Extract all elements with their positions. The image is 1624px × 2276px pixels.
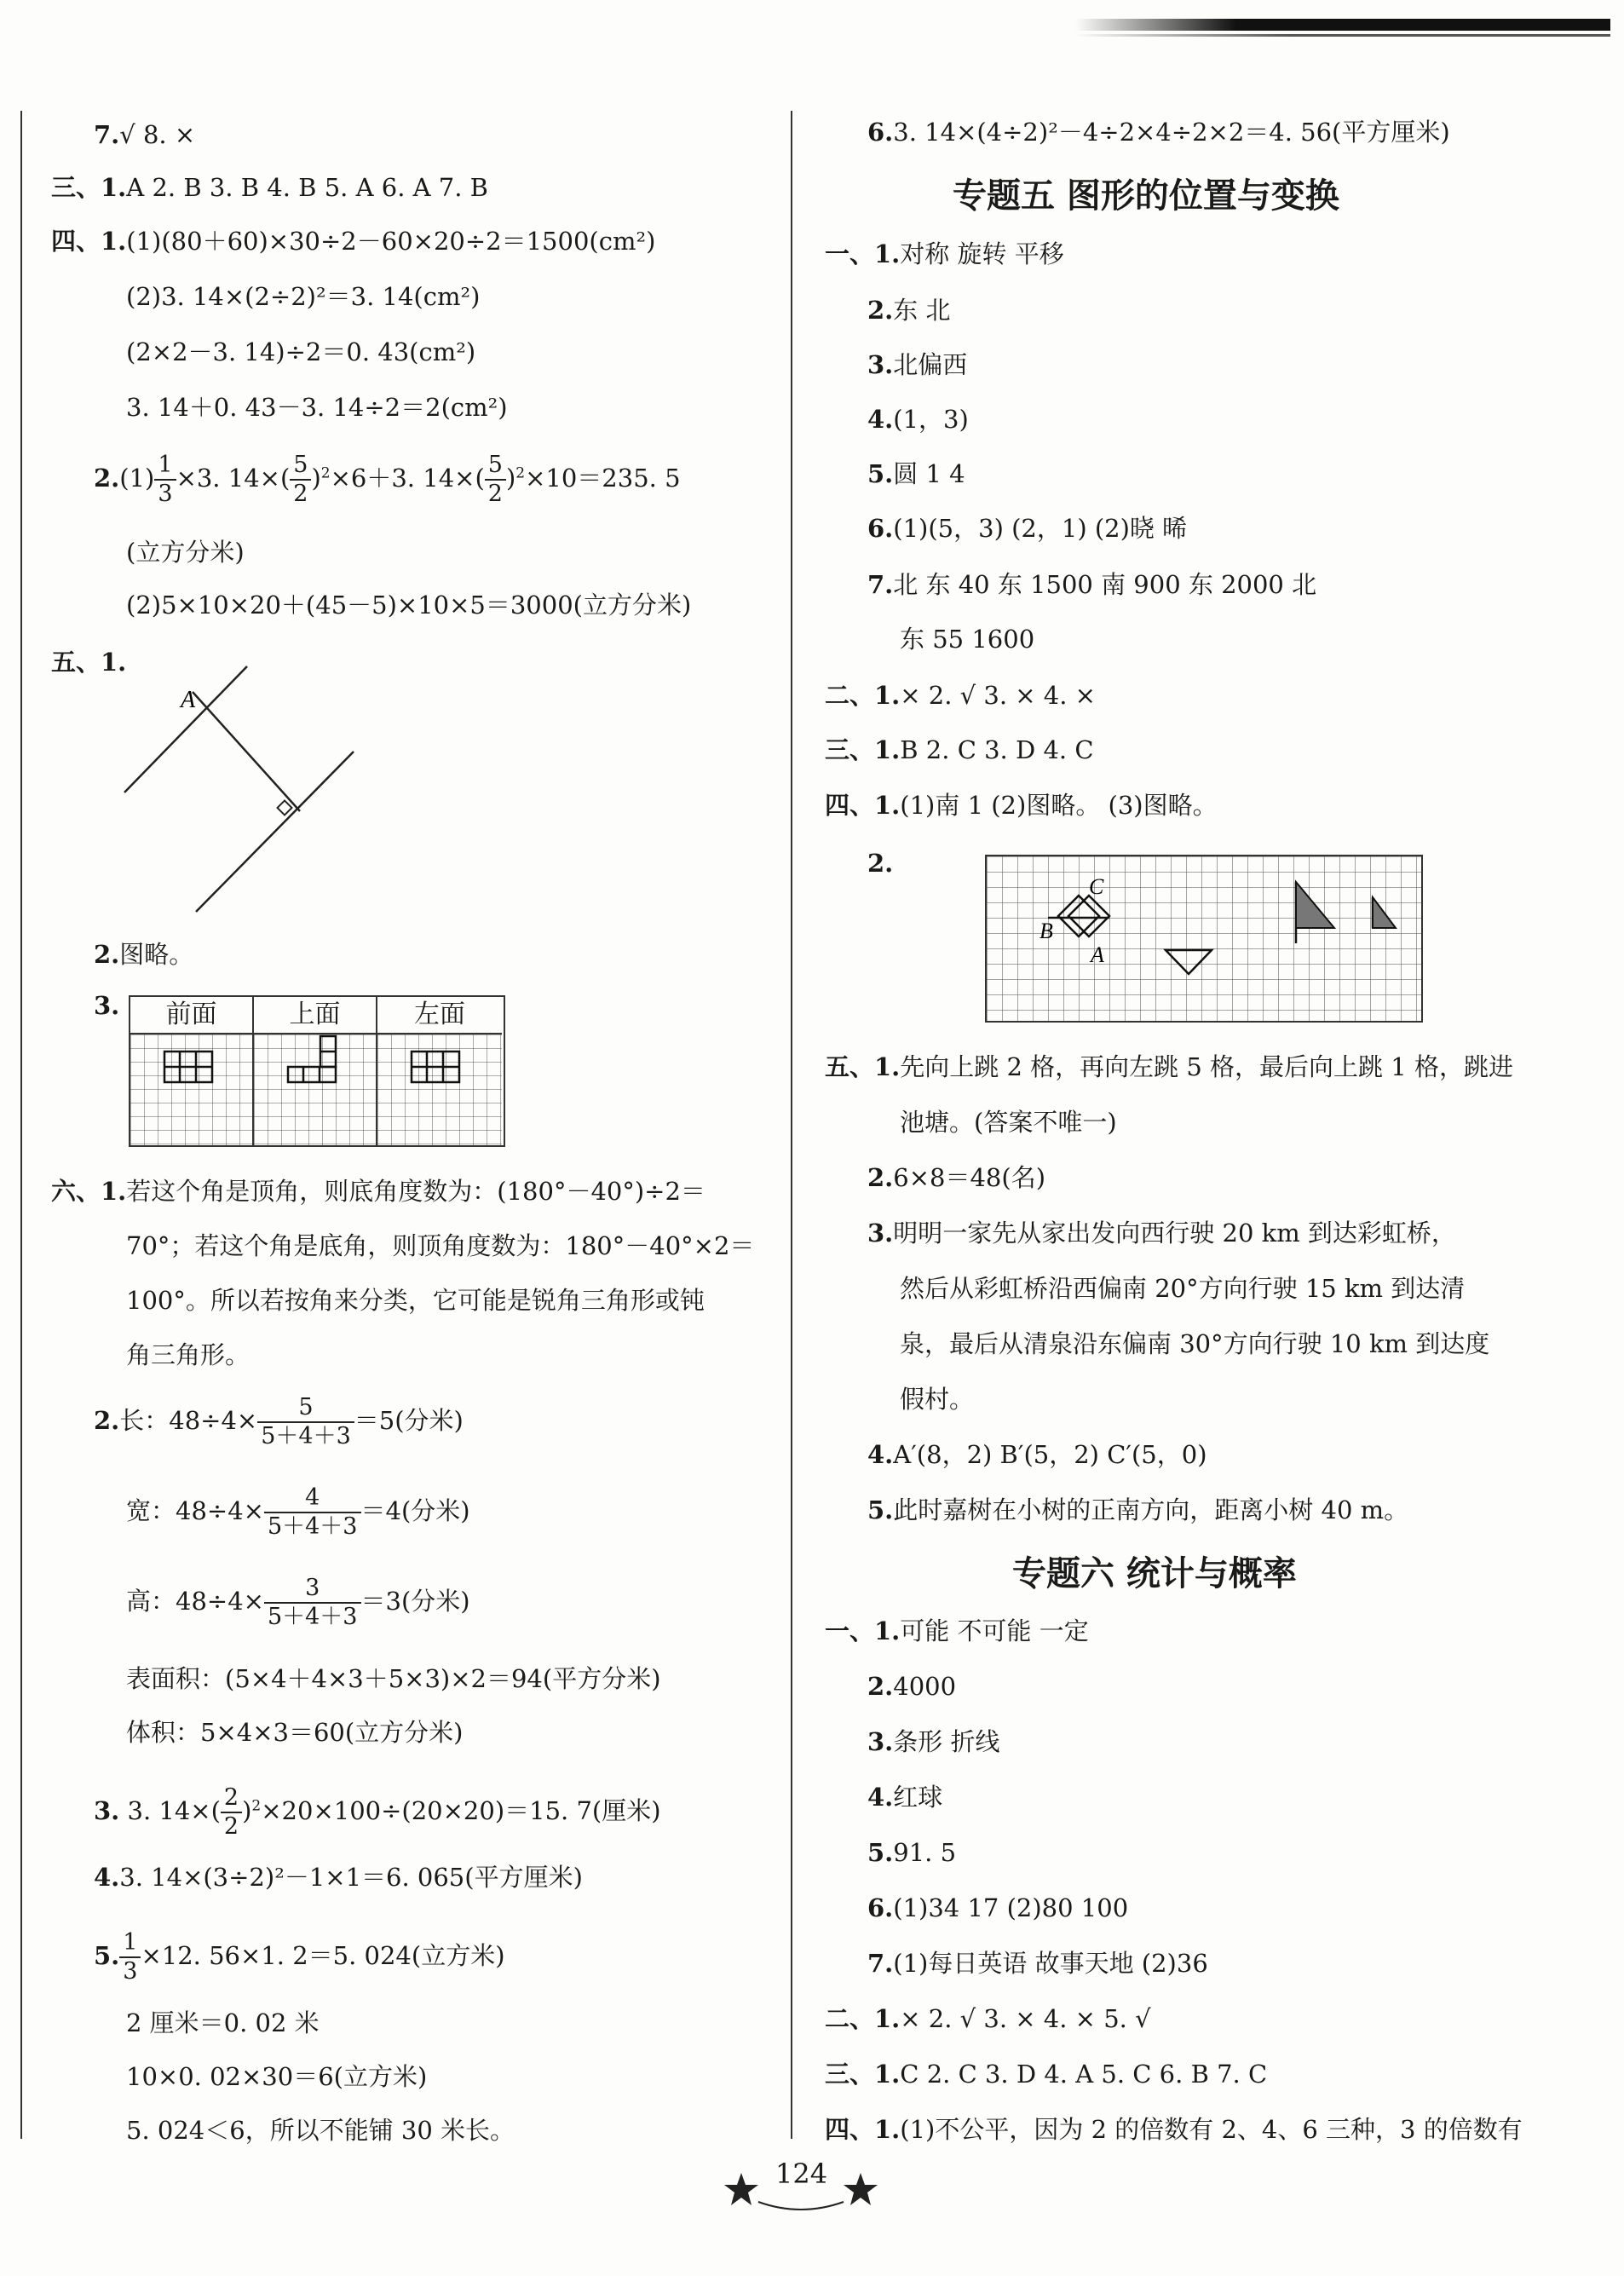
answer-line: 池塘。(答案不唯一)	[900, 1108, 1117, 1137]
fraction: $\frac{5}{2}$	[290, 452, 311, 508]
view-header-front: 前面	[130, 997, 254, 1034]
fraction: $\frac{5}{5+4+3}$	[257, 1394, 354, 1450]
star-icon	[844, 2173, 878, 2205]
answer-line: 4.A′(8，2) B′(5，2) C′(5，0)	[867, 1440, 1207, 1469]
fraction: $\frac{1}{3}$	[154, 452, 176, 508]
answer-line: 一、1.对称 旋转 平移	[825, 239, 1064, 268]
top-decor-bar	[1075, 19, 1610, 31]
answer-line: 四、1.(1)不公平，因为 2 的倍数有 2、4、6 三种，3 的倍数有	[825, 2115, 1523, 2144]
top-decor-line	[1075, 34, 1610, 37]
answer-line: 四、1.(1)南 1 (2)图略。 (3)图略。	[825, 791, 1218, 820]
fraction: $\frac{3}{5+4+3}$	[264, 1575, 361, 1631]
answer-line: 5.此时嘉树在小树的正南方向，距离小树 40 m。	[867, 1495, 1409, 1524]
answer-line: 二、1.× 2. √ 3. × 4. ×	[825, 681, 1096, 710]
answer-line: 7.北 东 40 东 1500 南 900 东 2000 北	[867, 570, 1317, 599]
three-views-table	[129, 995, 505, 1147]
front-view-grid	[130, 1034, 254, 1145]
answer-line: 六、1.若这个角是顶角，则底角度数为：(180°－40°)÷2＝	[51, 1177, 705, 1206]
answer-line: 二、1.× 2. √ 3. × 4. × 5. √	[825, 2004, 1151, 2033]
answer-line: 2.4000	[867, 1672, 957, 1701]
answer-line: 三、1.B 2. C 3. D 4. C	[825, 735, 1094, 764]
answer-line: 五、1.先向上跳 2 格，再向左跳 5 格，最后向上跳 1 格，跳进	[825, 1052, 1513, 1081]
top-view-grid	[254, 1034, 377, 1145]
answer-line: 2.	[867, 849, 894, 878]
answer-line: 假村。	[900, 1385, 975, 1414]
transform-grid-figure	[985, 855, 1423, 1023]
answer-line: 3.明明一家先从家出发向西行驶 20 km 到达彩虹桥，	[867, 1219, 1456, 1247]
answer-line: (2×2－3. 14)÷2＝0. 43(cm²)	[126, 337, 476, 366]
answer-line: 一、1.可能 不可能 一定	[825, 1616, 1089, 1645]
answer-line: 100°。所以若按角来分类，它可能是锐角三角形或钝	[126, 1286, 705, 1315]
answer-line-fraction: 高：48÷4× $\frac{3}{5+4+3}$ ＝3(分米)	[126, 1575, 470, 1630]
answer-line: 三、1.C 2. C 3. D 4. A 5. C 6. B 7. C	[825, 2060, 1268, 2089]
answer-line: 然后从彩虹桥沿西偏南 20°方向行驶 15 km 到达清	[900, 1274, 1466, 1303]
answer-line: 5.91. 5	[867, 1838, 957, 1867]
perpendicular-lines-figure	[111, 656, 366, 963]
column-divider	[791, 111, 792, 2139]
page-number: 124	[775, 2158, 828, 2190]
answer-line: 3.条形 折线	[867, 1727, 1000, 1756]
answer-line: 6.(1)(5，3) (2，1) (2)晓 晞	[867, 514, 1188, 543]
answer-line: (立方分米)	[126, 538, 245, 567]
answer-line: 10×0. 02×30＝6(立方米)	[126, 2062, 428, 2091]
answer-line: 5. 024＜6，所以不能铺 30 米长。	[126, 2116, 515, 2145]
left-margin-rule	[20, 111, 22, 2139]
answer-line-fraction: 2.(1) $\frac{1}{3}$ ×3. 14×( $\frac{5}{2}$ )$^2$×6＋3. 14×( $\frac{5}{2}$ )$^2$×10＝235. 5	[94, 452, 681, 507]
answer-line: 70°；若这个角是底角，则顶角度数为：180°－40°×2＝	[126, 1231, 755, 1260]
view-header-left: 左面	[377, 997, 502, 1034]
answer-line: (2)5×10×20＋(45－5)×10×5＝3000(立方分米)	[126, 591, 692, 619]
point-a-label: A	[1091, 942, 1104, 967]
fraction: $\frac{2}{2}$	[221, 1784, 242, 1841]
point-c-label: C	[1089, 874, 1104, 899]
answer-line: (2)3. 14×(2÷2)²＝3. 14(cm²)	[126, 282, 481, 311]
fraction: $\frac{4}{5+4+3}$	[264, 1484, 361, 1541]
point-b-label: B	[1039, 919, 1053, 943]
star-icon	[724, 2173, 758, 2205]
answer-line: 泉，最后从清泉沿东偏南 30°方向行驶 10 km 到达度	[900, 1329, 1490, 1358]
answer-line: 7.(1)每日英语 故事天地 (2)36	[867, 1949, 1208, 1978]
answer-line: 2.东 北	[867, 296, 951, 325]
answer-line: 5.圆 1 4	[867, 459, 965, 488]
left-view-grid	[377, 1034, 502, 1145]
answer-line: 表面积：(5×4＋4×3＋5×3)×2＝94(平方分米)	[126, 1664, 661, 1693]
answer-line: 2.6×8＝48(名)	[867, 1163, 1046, 1192]
fraction: $\frac{1}{3}$	[119, 1929, 141, 1985]
answer-line: 五、1.	[51, 648, 127, 677]
answer-line: 东 55 1600	[900, 625, 1035, 654]
fraction: $\frac{5}{2}$	[485, 452, 506, 508]
answer-line: 7.√ 8. ×	[94, 120, 196, 149]
section-heading: 专题五 图形的位置与变换	[953, 176, 1339, 216]
answer-line: 三、1.A 2. B 3. B 4. B 5. A 6. A 7. B	[51, 173, 488, 202]
answer-line: 2 厘米＝0. 02 米	[126, 2008, 320, 2037]
point-a-label: A	[181, 687, 196, 713]
answer-line: 3. 14＋0. 43－3. 14÷2＝2(cm²)	[126, 393, 508, 422]
view-header-top: 上面	[254, 997, 377, 1034]
section-heading: 专题六 统计与概率	[1012, 1554, 1297, 1593]
answer-line-fraction: 3. 3. 14×( $\frac{2}{2}$ )$^2$×20×100÷(20×20)＝15. 7(厘米)	[94, 1784, 661, 1840]
answer-line: 2.图略。	[94, 940, 194, 969]
answer-line: 体积：5×4×3＝60(立方分米)	[126, 1718, 464, 1747]
answer-line: 角三角形。	[126, 1340, 251, 1369]
answer-line: 6.(1)34 17 (2)80 100	[867, 1893, 1129, 1922]
answer-line-fraction: 2.长：48÷4× $\frac{5}{5+4+3}$ ＝5(分米)	[94, 1394, 464, 1449]
answer-line-fraction: 宽：48÷4× $\frac{4}{5+4+3}$ ＝4(分米)	[126, 1484, 470, 1540]
answer-line: 4.(1，3)	[867, 405, 969, 434]
answer-line: 3.	[94, 991, 120, 1020]
answer-line: 四、1.(1)(80＋60)×30÷2－60×20÷2＝1500(cm²)	[51, 227, 656, 256]
answer-line-fraction: 5. $\frac{1}{3}$ ×12. 56×1. 2＝5. 024(立方米)	[94, 1929, 505, 1985]
answer-line: 6.3. 14×(4÷2)²－4÷2×4÷2×2＝4. 56(平方厘米)	[867, 118, 1450, 147]
answer-line: 4.3. 14×(3÷2)²－1×1＝6. 065(平方厘米)	[94, 1863, 583, 1892]
answer-line: 3.北偏西	[867, 350, 968, 379]
answer-line: 4.红球	[867, 1783, 943, 1812]
